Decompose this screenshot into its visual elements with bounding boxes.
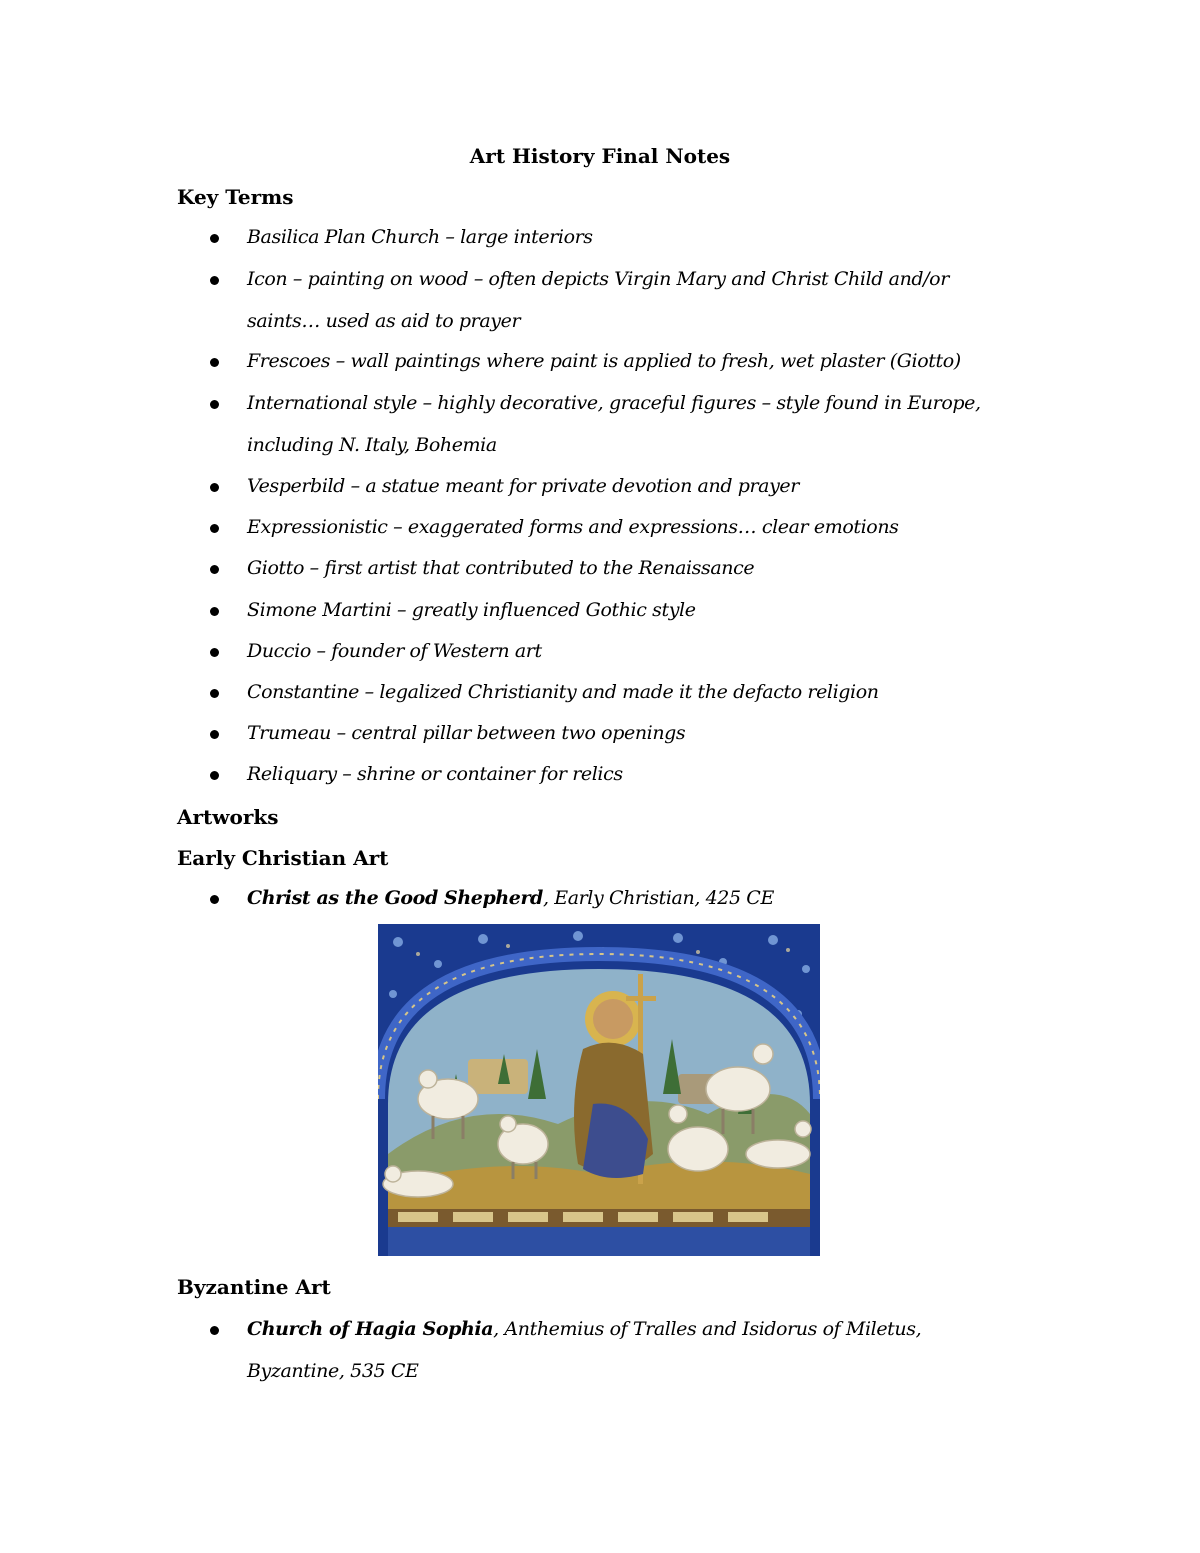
document-title: Art History Final Notes xyxy=(469,144,731,168)
bullet-icon xyxy=(210,1326,219,1335)
list-item: Basilica Plan Church – large interiors xyxy=(247,217,1047,259)
artworks-heading: Artworks xyxy=(177,805,279,829)
bullet-icon xyxy=(210,689,219,698)
list-item: Reliquary – shrine or container for relics xyxy=(247,754,1047,796)
bullet-icon xyxy=(210,524,219,533)
bullet-icon xyxy=(210,565,219,574)
key-terms-heading: Key Terms xyxy=(177,185,294,209)
list-item: Expressionistic – exaggerated forms and expressions… clear emotions xyxy=(247,507,1047,549)
artwork-item-good-shepherd: Christ as the Good Shepherd, Early Christian, 425 CE xyxy=(247,878,1047,920)
bullet-icon xyxy=(210,358,219,367)
bullet-icon xyxy=(210,276,219,285)
bullet-icon xyxy=(210,607,219,616)
early-christian-heading: Early Christian Art xyxy=(177,846,389,870)
bullet-icon xyxy=(210,771,219,780)
artwork-item-hagia-sophia: Church of Hagia Sophia, Anthemius of Tralles and Isidorus of Miletus, Byzantine, 535 CE xyxy=(247,1309,1047,1392)
list-item: Icon – painting on wood – often depicts Virgin Mary and Christ Child and/or saints… used as aid to prayer xyxy=(247,259,1047,342)
list-item: International style – highly decorative, graceful figures – style found in Europe, including N. Italy, Bohemia xyxy=(247,383,1047,466)
list-item: Giotto – first artist that contributed to the Renaissance xyxy=(247,548,1047,590)
list-item: Vesperbild – a statue meant for private devotion and prayer xyxy=(247,466,1047,508)
bullet-icon xyxy=(210,483,219,492)
byzantine-heading: Byzantine Art xyxy=(177,1275,331,1299)
list-item: Duccio – founder of Western art xyxy=(247,631,1047,673)
bullet-icon xyxy=(210,648,219,657)
bullet-icon xyxy=(210,400,219,409)
list-item: Simone Martini – greatly influenced Gothic style xyxy=(247,590,1047,632)
bullet-icon xyxy=(210,234,219,243)
list-item: Constantine – legalized Christianity and made it the defacto religion xyxy=(247,672,1047,714)
bullet-icon xyxy=(210,895,219,904)
good-shepherd-mosaic-image xyxy=(378,924,820,1256)
list-item: Trumeau – central pillar between two openings xyxy=(247,713,1047,755)
list-item: Frescoes – wall paintings where paint is applied to fresh, wet plaster (Giotto) xyxy=(247,341,1047,383)
bullet-icon xyxy=(210,730,219,739)
